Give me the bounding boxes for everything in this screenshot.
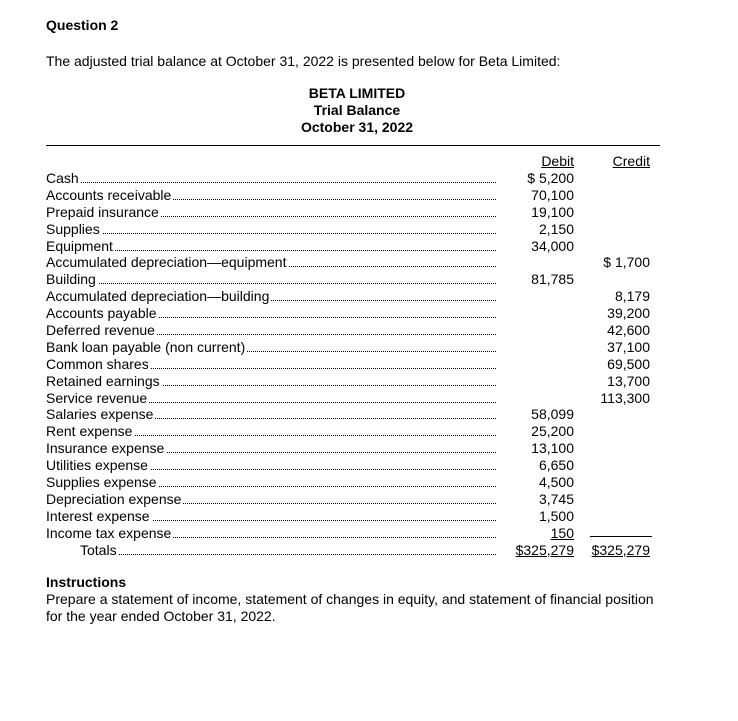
row-label-cell <box>46 305 496 322</box>
credit-amount: 8,179 <box>614 288 650 305</box>
account-name: Accumulated depreciation—equipment <box>46 254 287 271</box>
debit-amount: 4,500 <box>538 474 574 491</box>
table-row <box>46 254 656 271</box>
table-row <box>46 170 656 187</box>
table-row <box>46 271 656 288</box>
debit-amount: 81,785 <box>531 271 574 288</box>
row-label-cell <box>46 339 496 356</box>
table-row <box>46 339 656 356</box>
row-label-cell <box>46 406 496 423</box>
table-row <box>46 288 656 305</box>
row-label-cell <box>46 356 496 373</box>
totals-row <box>46 542 656 559</box>
account-name: Building <box>46 271 96 288</box>
row-label-cell <box>46 170 496 187</box>
debit-amount: 25,200 <box>531 423 574 440</box>
credit-total-rule <box>590 536 652 537</box>
debit-amount: 2,150 <box>538 220 574 237</box>
row-label-cell <box>46 204 496 221</box>
leader-dots <box>80 554 496 555</box>
row-label-cell <box>46 373 496 390</box>
row-label-cell <box>46 491 496 508</box>
credit-amount: 69,500 <box>607 355 650 372</box>
statement-name: Trial Balance <box>313 102 401 118</box>
debit-amount: 58,099 <box>531 406 574 423</box>
table-row <box>46 457 656 474</box>
totals-label: Totals <box>80 541 117 558</box>
table-row <box>46 187 656 204</box>
account-name: Prepaid insurance <box>46 203 159 220</box>
table-row <box>46 305 656 322</box>
trial-balance-table <box>46 170 656 558</box>
account-name: Accumulated depreciation—building <box>46 288 270 305</box>
table-row <box>46 491 656 508</box>
table-row <box>46 525 656 542</box>
row-label-cell <box>46 221 496 238</box>
account-name: Accounts payable <box>46 305 157 322</box>
company-name: BETA LIMITED <box>308 85 406 101</box>
credit-amount: 42,600 <box>607 322 650 339</box>
row-label-cell <box>46 187 496 204</box>
debit-amount: 19,100 <box>531 203 574 220</box>
account-name: Deferred revenue <box>46 322 155 339</box>
debit-amount: 150 <box>550 524 574 541</box>
account-name: Interest expense <box>46 507 150 524</box>
debit-amount: 13,100 <box>531 440 574 457</box>
row-label-cell <box>46 508 496 525</box>
table-row <box>46 238 656 255</box>
credit-amount: $ 1,700 <box>603 254 650 271</box>
question-title: Question 2 <box>46 17 119 33</box>
row-label-cell <box>46 474 496 491</box>
total-debit: $325,279 <box>515 541 574 558</box>
account-name: Rent expense <box>46 423 133 440</box>
account-name: Retained earnings <box>46 372 160 389</box>
account-name: Depreciation expense <box>46 490 182 507</box>
row-label-cell <box>46 288 496 305</box>
intro-text: The adjusted trial balance at October 31, 2022 is presented below for Beta Limited: <box>46 53 561 69</box>
account-name: Utilities expense <box>46 457 148 474</box>
leader-dots <box>46 233 496 234</box>
account-name: Service revenue <box>46 389 148 406</box>
leader-dots <box>46 283 496 284</box>
credit-amount: 39,200 <box>607 305 650 322</box>
credit-amount: 13,700 <box>607 372 650 389</box>
table-row <box>46 423 656 440</box>
table-row <box>46 221 656 238</box>
account-name: Accounts receivable <box>46 186 172 203</box>
account-name: Supplies expense <box>46 474 157 491</box>
debit-amount: 70,100 <box>531 186 574 203</box>
account-name: Bank loan payable (non current) <box>46 338 246 355</box>
account-name: Insurance expense <box>46 440 165 457</box>
table-row <box>46 204 656 221</box>
account-name: Income tax expense <box>46 524 172 541</box>
account-name: Supplies <box>46 220 100 237</box>
row-label-cell <box>46 457 496 474</box>
debit-column-header: Debit <box>541 153 574 169</box>
totals-label-cell <box>80 542 496 559</box>
statement-date: October 31, 2022 <box>300 119 414 135</box>
account-name: Salaries expense <box>46 406 154 423</box>
table-row <box>46 356 656 373</box>
table-row <box>46 508 656 525</box>
credit-amount: 113,300 <box>600 389 650 406</box>
debit-amount: 1,500 <box>538 507 574 524</box>
row-label-cell <box>46 322 496 339</box>
header-divider <box>46 145 660 146</box>
leader-dots <box>46 182 496 183</box>
row-label-cell <box>46 271 496 288</box>
row-label-cell <box>46 440 496 457</box>
credit-amount: 37,100 <box>607 338 650 355</box>
instructions-section <box>46 574 666 625</box>
row-label-cell <box>46 525 496 542</box>
row-label-cell <box>46 423 496 440</box>
account-name: Common shares <box>46 355 149 372</box>
debit-amount: 3,745 <box>538 490 574 507</box>
table-row <box>46 322 656 339</box>
row-label-cell <box>46 254 496 271</box>
total-credit: $325,279 <box>591 541 650 558</box>
credit-column-header: Credit <box>612 153 650 169</box>
debit-amount: $ 5,200 <box>527 170 574 186</box>
table-row <box>46 373 656 390</box>
debit-amount: 34,000 <box>531 237 574 254</box>
instructions-text: Prepare a statement of income, statement of changes in equity, and statement of financial position for the year ended October 31, 2022. <box>46 591 654 624</box>
account-name: Cash <box>46 170 79 186</box>
account-name: Equipment <box>46 237 113 254</box>
table-row <box>46 440 656 457</box>
table-row <box>46 474 656 491</box>
statement-header <box>257 85 457 136</box>
debit-amount: 6,650 <box>538 457 574 474</box>
table-row <box>46 406 656 423</box>
table-row <box>46 390 656 407</box>
row-label-cell <box>46 390 496 407</box>
row-label-cell <box>46 238 496 255</box>
instructions-title: Instructions <box>46 574 127 590</box>
